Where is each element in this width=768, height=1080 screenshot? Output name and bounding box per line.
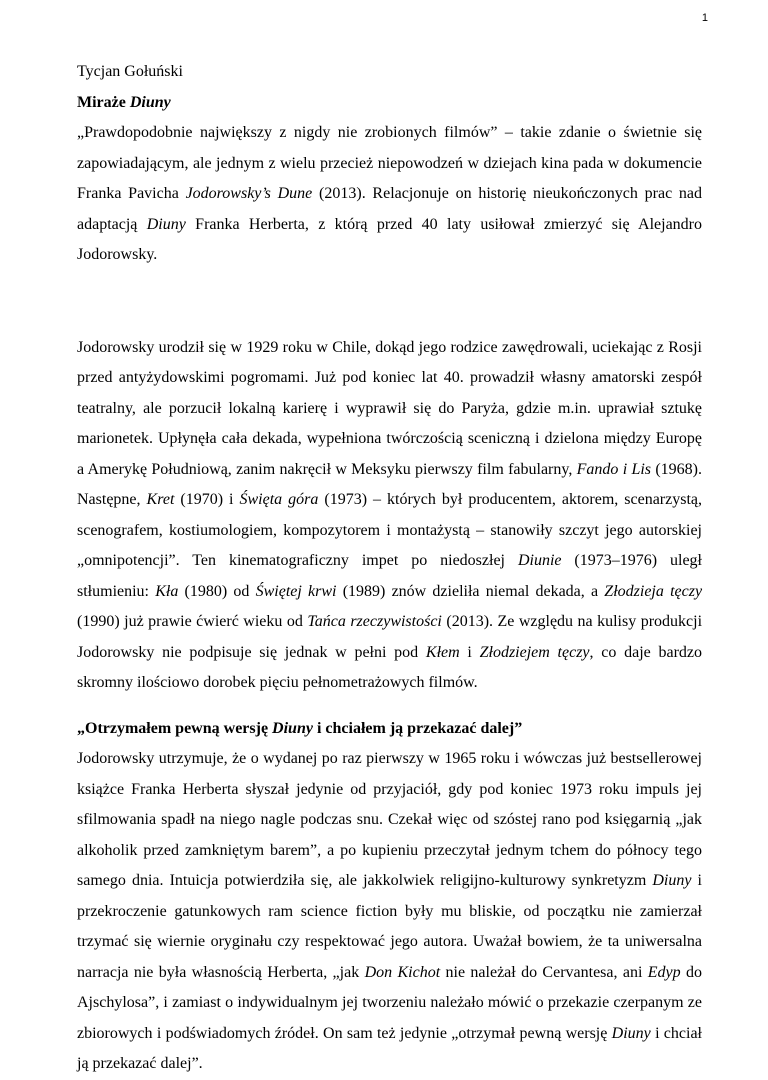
italic-text: Diuny [611,1024,651,1042]
text-run: i [459,643,480,661]
italic-text: Diuny [146,215,186,233]
text-run: , co daje bardzo skromny ilościowo dorobek pięciu pełnometrażowych filmów. [77,643,702,691]
section-heading [77,714,702,745]
italic-text: Kret [146,491,175,508]
title-prefix: Miraże [77,93,130,111]
text-run: i przekroczenie gatunkowych ram science fiction były mu bliskie, od początku nie zamierzał trzymać się wiernie oryginału czy respektować jego autora. Uważał bowiem, że ta uniwersalna narracja nie była własnością Herberta, „jak [77,872,702,981]
italic-text: Złodzieja tęczy [604,582,703,600]
text-run: (2013). Ze względu na kulisy produkcji Jodorowsky nie podpisuje się jednak w pełni pod [77,613,703,661]
italic-text: Tańca rzeczywistości [307,613,442,630]
text-run: (1970) i [174,491,240,508]
text-run: „Prawdopodobnie największy z nigdy nie zrobionych filmów” – takie zdanie o świetnie się zapowiadającym, ale jednym z wielu przecież niepowodzeń w dziejach kina pada w dokumencie Franka Pavicha [77,124,702,202]
text-run: (1973) – których był producentem, aktorem, scenarzystą, scenografem, kostiumologiem, kompozytorem i montażystą – stanowiły szczyt jego autorskiej „omnipotencji”. Ten kinematograficzny impet po niedoszłej [77,491,703,569]
text-run: Jodorowsky utrzymuje, że o wydanej po raz pierwszy w 1965 roku i wówczas już bestsellerowej książce Franka Herberta słyszał jedynie od przyjaciół, gdy pod koniec 1973 roku impuls jej sfilmowania spadł na niego nagle podczas snu. Czekał więc od szóstej rano pod księgarnią „jak alkoholik przed zamkniętym barem”, a po kupieniu przeczytał jednym tchem do północy tego samego dnia. Intuicja potwierdziła się, ale jakkolwiek religijno-kulturowy synkretyzm [77,750,702,889]
text-run: do Ajschylosa”, i zamiast o indywidualnym jej tworzeniu należało mówić o przekazie czerpanym ze zbiorowych i podświadomych źródeł. On sam też jedynie „otrzymał pewną wersję [77,963,703,1042]
text-run: (1980) od [178,582,256,600]
title-italic: Diuny [129,93,171,111]
text-run: Franka Herberta, z którą przed 40 laty usiłował zmierzyć się Alejandro Jodorowsky. [77,215,702,263]
italic-text: Don Kichot [364,963,441,981]
italic-text: Świętej krwi [255,582,337,600]
italic-text: Diunie [517,552,562,569]
text-run: (2013). Relacjonuje on historię nieukończonych prac nad adaptacją [77,185,703,233]
italic-text: Święta góra [239,491,319,508]
italic-text: Edyp [647,963,681,981]
paragraph [77,744,702,1080]
italic-text: Złodziejem tęczy [479,643,590,661]
italic-text: Jodorowsky’s Dune [185,185,313,202]
text-run: i chciał ją przekazać dalej”. [77,1024,702,1072]
italic-text: Diuny [272,719,313,737]
text-run: (1973–1976) uległ stłumieniu: [77,552,702,600]
document-body [77,57,702,1080]
author-name: Tycjan Gołuński [77,63,183,80]
italic-text: Diuny [652,872,692,889]
page-number: 1 [701,12,708,24]
text-run: Jodorowsky urodził się w 1929 roku w Chile, dokąd jego rodzice zawędrowali, uciekając z Rosji przed antyżydowskimi pogromami. Już pod koniec lat 40. prowadził własny amatorski zespół teatralny, ale porzucił lokalną karierę i wyprawił się do Paryża, gdzie m.in. uprawiał sztukę marionetek. Upłynęła cała dekada, wypełniona twórczością sceniczną i dzielona między Europę a Amerykę Południową, zanim nakręcił w Meksyku pierwszy film fabularny, [77,338,702,478]
italic-text: Fando i Lis [576,460,652,478]
italic-text: Kła [155,582,179,600]
paragraph [77,118,702,271]
italic-text: Kłem [425,643,460,661]
paragraph [77,333,702,699]
text-run: (1990) już prawie ćwierć wieku od [77,613,308,630]
text-run: (1968). Następne, [77,460,703,508]
text-run: i chciałem ją przekazać dalej” [312,719,523,737]
text-run: (1989) znów dzieliła niemal dekada, a [336,582,605,600]
text-run: nie należał do Cervantesa, ani [440,963,648,981]
document-title [77,88,702,119]
text-run: „Otrzymałem pewną wersję [77,719,273,737]
